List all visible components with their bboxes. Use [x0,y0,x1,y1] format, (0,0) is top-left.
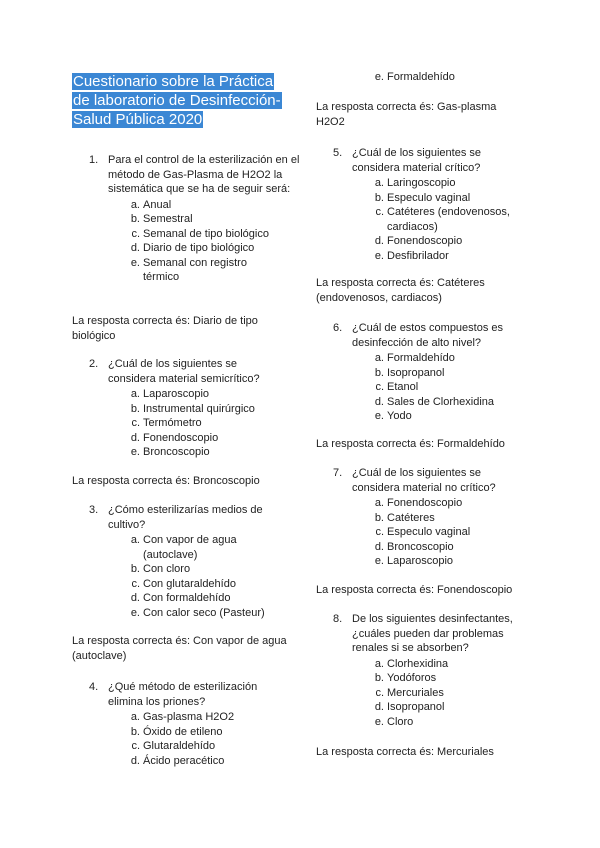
question-2 [89,357,278,460]
option-text: Sales de Clorhexidina [387,395,495,408]
option-letter: e. [374,249,384,262]
option [108,725,278,740]
question-4-continued [352,70,522,85]
option-text: Instrumental quirúrgico [143,402,255,415]
option-letter: d. [130,242,140,254]
option-text: Clorhexidina [387,657,449,670]
option-text: Fonendoscopio [387,235,463,247]
option [352,525,522,540]
option-letter: c. [375,526,384,538]
options-list [352,70,522,85]
question-number: 5. [333,147,343,159]
option-letter: c. [375,686,384,699]
option-text: Broncoscopio [143,446,210,458]
option-text: Semanal con registro térmico [143,256,247,283]
option-text: Semanal de tipo biológico [143,227,269,240]
option [352,657,522,672]
options-list [108,710,278,768]
option-text: Laparoscopio [387,555,454,567]
option-letter: d. [374,540,384,553]
option-text: Catéteres (endovenosos, cardiacos) [387,206,510,233]
answer-6: La resposta correcta és: Formaldehído [316,438,505,450]
options-list [108,198,308,285]
option-letter: b. [130,402,140,415]
question-text: Para el control de la esterilización en el método de Gas-Plasma de H2O2 la sistemática que se ha de seguir será: [108,154,300,195]
question-text: ¿Cuál de los siguientes se considera material crítico? [352,147,482,174]
option-text: Glutaraldehído [143,740,216,752]
option [108,402,278,417]
option-text: Etanol [387,381,419,393]
option [108,445,278,460]
option [352,70,522,85]
question-8 [333,612,522,729]
option-letter: a. [374,177,384,189]
option [352,700,522,715]
option-letter: e. [130,606,140,619]
option-letter: c. [375,381,384,393]
option-text: Semestral [143,213,193,225]
option-letter: d. [374,701,384,713]
question-text: ¿Cuál de estos compuestos es desinfección de alto nivel? [352,322,504,349]
option-text: Desfibrilador [387,249,449,262]
option-text: Mercuriales [387,686,444,699]
option-text: Catéteres [387,511,435,524]
option [352,686,522,701]
option-text: Especulo vaginal [387,191,471,204]
option [108,431,278,446]
option-text: Yodo [387,410,412,422]
option [352,191,522,206]
option-text: Cloro [387,715,414,728]
option-text: Ácido peracético [143,754,225,767]
option-letter: b. [374,672,384,684]
option [108,577,278,592]
option-letter: d. [130,431,140,444]
option-text: Con glutaraldehído [143,577,236,590]
option-text: Yodóforos [387,672,437,684]
option-text: Fonendoscopio [143,431,219,444]
option-letter: c. [131,740,140,752]
option [108,533,268,562]
option-letter: e. [374,715,384,728]
option [352,249,522,264]
option [108,387,278,402]
option-letter: d. [130,754,140,767]
option [352,234,522,249]
option-letter: e. [130,256,140,269]
question-4 [89,680,278,768]
option-letter: a. [130,534,140,546]
option [108,241,308,256]
option-text: Gas-plasma H2O2 [143,711,235,723]
option-text: Óxido de etileno [143,725,223,738]
answer-4: La resposta correcta és: Gas-plasma H2O2 [316,101,497,128]
question-number: 6. [333,322,343,334]
option [108,710,278,725]
answer-2: La resposta correcta és: Broncoscopio [72,475,260,487]
question-5 [333,146,522,263]
options-list [108,387,278,460]
option [108,591,278,606]
option [352,366,522,381]
option-text: Broncoscopio [387,540,454,553]
option-letter: e. [374,555,384,567]
answer-1: La resposta correcta és: Diario de tipo biológico [72,315,258,342]
option-letter: a. [374,352,384,364]
option-letter: b. [130,213,140,225]
option-text: Isopropanol [387,366,445,379]
options-list [352,496,522,569]
question-number: 8. [333,613,343,625]
option [352,671,522,686]
question-7 [333,466,522,569]
page-title [72,72,286,129]
option [352,395,522,410]
question-number: 7. [333,467,343,479]
option-text: Especulo vaginal [387,526,471,538]
option [352,351,522,366]
option-text: Isopropanol [387,701,445,713]
option-letter: a. [374,657,384,670]
options-list [108,533,278,620]
option-letter: c. [131,577,140,590]
option [352,496,522,511]
option-text: Termómetro [143,417,202,429]
option [108,227,308,242]
option-letter: b. [130,725,140,738]
option-letter: d. [130,592,140,604]
option [108,212,308,227]
answer-7: La resposta correcta és: Fonendoscopio [316,584,513,596]
option-letter: b. [130,563,140,575]
option [352,176,522,191]
option-letter: e. [374,410,384,422]
option [108,416,278,431]
option-letter: a. [374,497,384,509]
option-letter: e. [374,71,384,83]
question-6 [333,321,522,424]
option [352,380,522,395]
option-text: Laparoscopio [143,388,210,400]
question-text: ¿Cómo esterilizarías medios de cultivo? [108,504,263,531]
question-text: De los siguientes desinfectantes, ¿cuáles pueden dar problemas renales si se absorben? [352,613,513,654]
answer-3: La resposta correcta és: Con vapor de agua (autoclave) [72,635,287,662]
option-letter: b. [374,511,384,524]
option [108,198,308,213]
option [108,739,278,754]
option-text: Con cloro [143,563,191,575]
option [108,562,278,577]
option-letter: c. [131,417,140,429]
options-list [352,351,522,424]
option-letter: d. [374,235,384,247]
option-text: Con vapor de agua (autoclave) [143,534,237,561]
option [352,409,522,424]
question-number: 2. [89,358,99,370]
option-letter: a. [130,711,140,723]
question-text: ¿Qué método de esterilización elimina los priones? [108,681,258,708]
option [352,511,522,526]
option-text: Fonendoscopio [387,497,463,509]
option [108,754,278,769]
options-list [352,176,522,263]
option-letter: c. [131,227,140,240]
option-text: Formaldehído [387,71,455,83]
question-number: 3. [89,504,99,516]
option-letter: a. [130,198,140,211]
option [352,540,522,555]
option-letter: e. [130,446,140,458]
options-list [352,657,522,730]
page-title-text: Cuestionario sobre la Práctica de laboratorio de Desinfección-Salud Pública 2020 [73,73,281,128]
option-text: Diario de tipo biológico [143,242,255,254]
option [352,205,552,234]
option [352,554,522,569]
option-letter: b. [374,366,384,379]
question-1 [89,153,308,285]
question-3 [89,503,278,620]
option-letter: a. [130,388,140,400]
answer-5: La resposta correcta és: Catéteres (endovenosos, cardiacos) [316,277,485,304]
question-text: ¿Cuál de los siguientes se considera material no crítico? [352,467,496,494]
answer-8: La resposta correcta és: Mercuriales [316,746,494,758]
option-text: Anual [143,198,172,211]
option-letter: d. [374,395,384,408]
option-text: Laringoscopio [387,177,456,189]
question-text: ¿Cuál de los siguientes se considera material semicrítico? [108,358,260,385]
question-number: 1. [89,154,99,166]
option-text: Con calor seco (Pasteur) [143,606,265,619]
option-letter: b. [374,191,384,204]
question-number: 4. [89,681,99,693]
option-text: Con formaldehído [143,592,231,604]
option [108,606,278,621]
option [352,715,522,730]
option-text: Formaldehído [387,352,455,364]
option-letter: c. [375,206,384,218]
option [108,256,253,285]
